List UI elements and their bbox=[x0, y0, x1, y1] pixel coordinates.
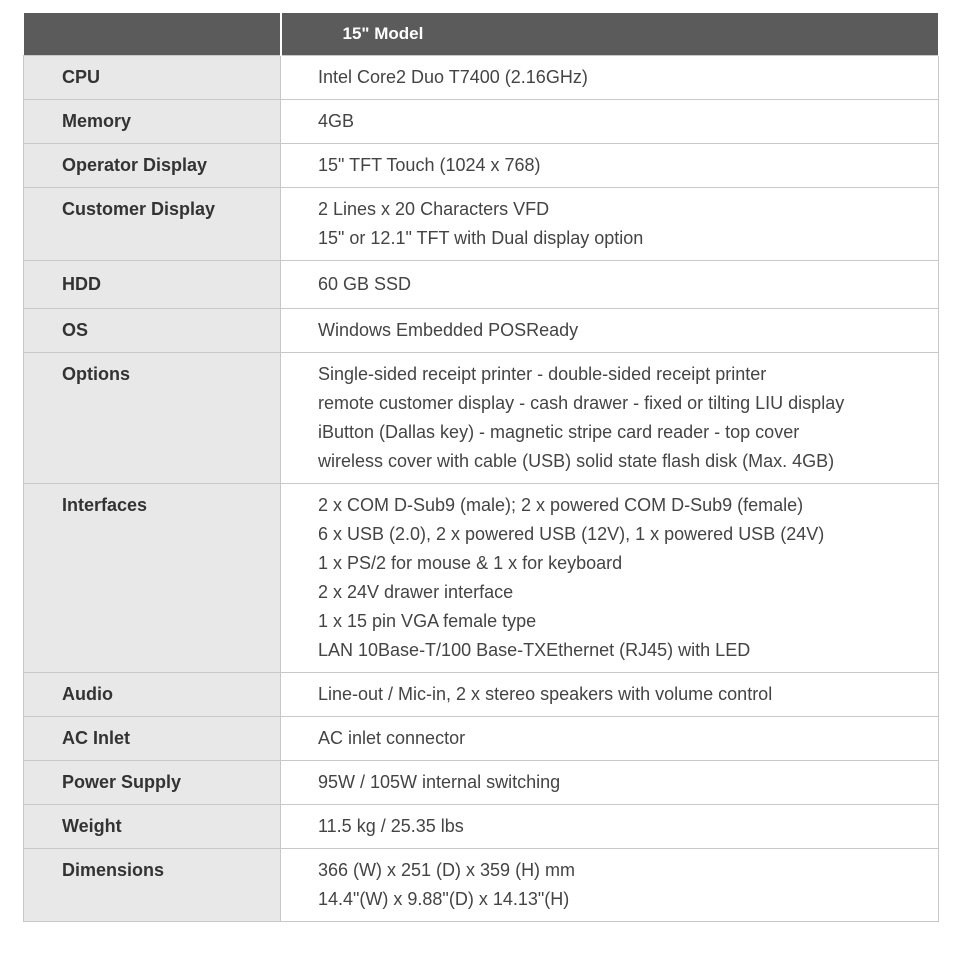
spec-row-interfaces bbox=[24, 484, 939, 673]
spec-row-operator-display bbox=[24, 144, 939, 188]
spec-row-power-supply bbox=[24, 761, 939, 805]
spec-label: Power Supply bbox=[24, 761, 281, 805]
spec-value bbox=[281, 309, 939, 353]
spec-row-cpu bbox=[24, 56, 939, 100]
spec-value bbox=[281, 673, 939, 717]
spec-row-dimensions bbox=[24, 849, 939, 922]
spec-label: HDD bbox=[24, 261, 281, 309]
spec-label: Customer Display bbox=[24, 188, 281, 261]
spec-row-weight bbox=[24, 805, 939, 849]
spec-label: Dimensions bbox=[24, 849, 281, 922]
spec-value-line: LAN 10Base-T/100 Base-TXEthernet (RJ45) with LED bbox=[318, 640, 751, 660]
spec-value bbox=[281, 849, 939, 922]
spec-row-customer-display bbox=[24, 188, 939, 261]
spec-row-ac-inlet bbox=[24, 717, 939, 761]
spec-value bbox=[281, 56, 939, 100]
spec-value bbox=[281, 353, 939, 484]
spec-value-line: 14.4"(W) x 9.88"(D) x 14.13"(H) bbox=[318, 889, 570, 909]
spec-label: Operator Display bbox=[24, 144, 281, 188]
spec-value bbox=[281, 805, 939, 849]
spec-value bbox=[281, 761, 939, 805]
spec-row-audio bbox=[24, 673, 939, 717]
spec-row-memory bbox=[24, 100, 939, 144]
spec-label: AC Inlet bbox=[24, 717, 281, 761]
spec-value-line: 15" or 12.1" TFT with Dual display option bbox=[318, 228, 644, 248]
spec-value-line: Line-out / Mic-in, 2 x stereo speakers with volume control bbox=[318, 684, 773, 704]
spec-value bbox=[281, 484, 939, 673]
spec-value-line: 2 x 24V drawer interface bbox=[318, 582, 514, 602]
spec-value-line: 1 x PS/2 for mouse & 1 x for keyboard bbox=[318, 553, 623, 573]
spec-value bbox=[281, 717, 939, 761]
spec-label: Memory bbox=[24, 100, 281, 144]
spec-value-line: AC inlet connector bbox=[318, 728, 466, 748]
spec-value bbox=[281, 188, 939, 261]
spec-value-line: remote customer display - cash drawer - fixed or tilting LIU display bbox=[318, 393, 845, 413]
spec-row-os bbox=[24, 309, 939, 353]
spec-label: CPU bbox=[24, 56, 281, 100]
spec-value bbox=[281, 100, 939, 144]
spec-label: Interfaces bbox=[24, 484, 281, 673]
spec-body bbox=[24, 56, 939, 922]
spec-label: OS bbox=[24, 309, 281, 353]
spec-label: Options bbox=[24, 353, 281, 484]
spec-value-line: 15" TFT Touch (1024 x 768) bbox=[318, 155, 541, 175]
spec-value-line: Windows Embedded POSReady bbox=[318, 320, 579, 340]
header-blank-cell bbox=[24, 13, 281, 56]
spec-value-line: 2 x COM D-Sub9 (male); 2 x powered COM D-Sub9 (female) bbox=[318, 495, 804, 515]
header-row bbox=[24, 13, 939, 56]
spec-row-hdd bbox=[24, 261, 939, 309]
spec-label: Audio bbox=[24, 673, 281, 717]
spec-value-line: 6 x USB (2.0), 2 x powered USB (12V), 1 x powered USB (24V) bbox=[318, 524, 825, 544]
spec-value-line: 95W / 105W internal switching bbox=[318, 772, 561, 792]
spec-label: Weight bbox=[24, 805, 281, 849]
spec-row-options bbox=[24, 353, 939, 484]
spec-value-line: 2 Lines x 20 Characters VFD bbox=[318, 199, 550, 219]
header-model-cell: 15" Model bbox=[281, 13, 939, 56]
spec-value-line: 1 x 15 pin VGA female type bbox=[318, 611, 537, 631]
spec-value bbox=[281, 144, 939, 188]
spec-value-line: Single-sided receipt printer - double-sided receipt printer bbox=[318, 364, 767, 384]
spec-value-line: Intel Core2 Duo T7400 (2.16GHz) bbox=[318, 67, 588, 87]
spec-value-line: 4GB bbox=[318, 111, 355, 131]
spec-value-line: wireless cover with cable (USB) solid state flash disk (Max. 4GB) bbox=[318, 451, 835, 471]
spec-value bbox=[281, 261, 939, 309]
spec-value-line: 11.5 kg / 25.35 lbs bbox=[318, 816, 464, 836]
spec-value-line: 60 GB SSD bbox=[318, 274, 412, 294]
spec-table bbox=[23, 13, 939, 922]
spec-value-line: iButton (Dallas key) - magnetic stripe card reader - top cover bbox=[318, 422, 800, 442]
spec-value-line: 366 (W) x 251 (D) x 359 (H) mm bbox=[318, 860, 576, 880]
